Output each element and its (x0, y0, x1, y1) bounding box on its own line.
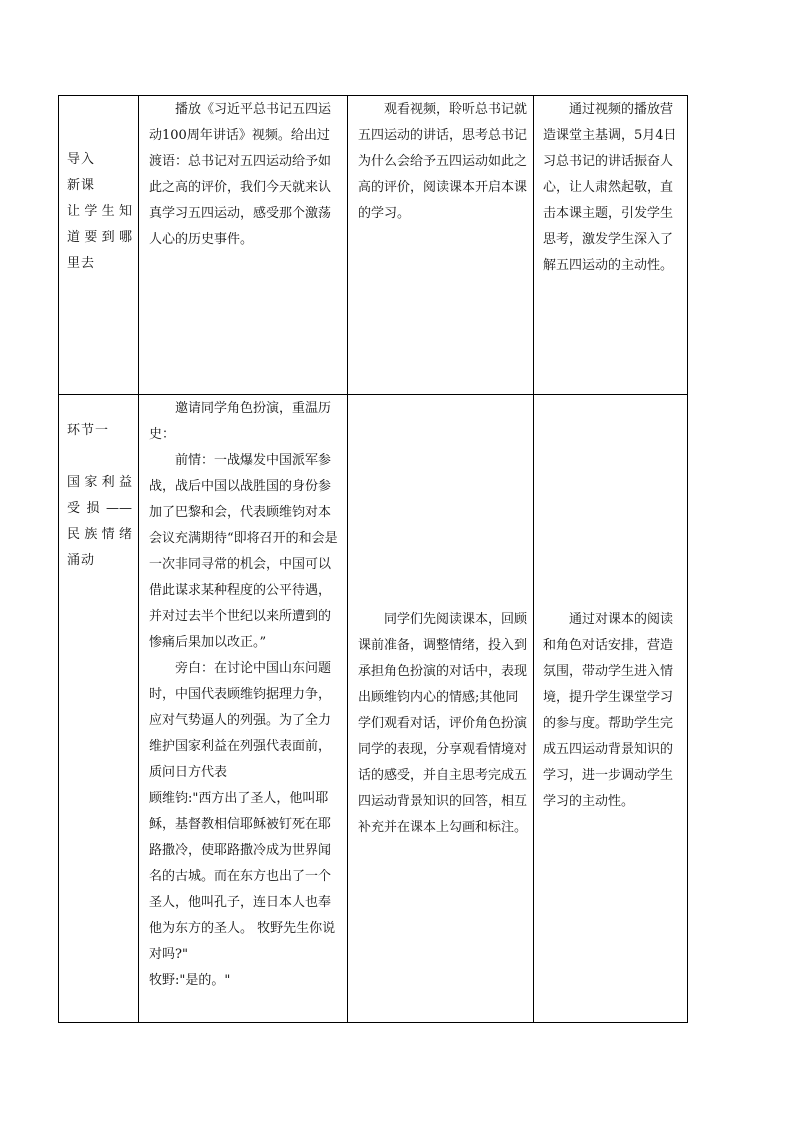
lesson-plan-table (58, 95, 688, 1023)
student-activity-text: 观看视频，聆听总书记就五四运动的讲话，思考总书记为什么会给予五四运动如此之高的评价，阅读课本开启本课的学习。 (358, 102, 528, 221)
teacher-activity-cell (139, 395, 348, 1023)
design-intent-text: 通过视频的播放营造课堂主基调，5月4日习总书记的讲话振奋人心，让人肃然起敬，直击本课主题，引发学生思考，激发学生深入了解五四运动的主动性。 (543, 102, 677, 273)
teacher-activity-text: 播放《习近平总书记五四运动100周年讲话》视频。给出过渡语：总书记对五四运动给予如此之高的评价，我们今天就来认真学习五四运动，感受那个激荡人心的历史事件。 (149, 102, 332, 247)
stage-cell (59, 395, 139, 1023)
stage-line: 导入 (67, 152, 96, 167)
teacher-preface-text: 前情：一战爆发中国派军参战，战后中国以战胜国的身份参加了巴黎和会，代表顾维钧对本会议充满期待“即将召开的和会是一次非同寻常的机会，中国可以借此谋求某种程度的公平待遇，并对过去半个世纪以来所遭到的惨痛后果加以改正。” (149, 453, 338, 650)
design-intent-cell (534, 395, 688, 1023)
stage-line: 新课 (67, 178, 96, 193)
design-intent-cell (534, 96, 688, 395)
stage-line: 里去 (67, 256, 96, 271)
teacher-activity-cell (139, 96, 348, 395)
stage-line: 涌动 (67, 553, 96, 568)
stage-cell (59, 96, 139, 395)
stage-line: 让学生知 (67, 204, 132, 219)
dialogue-makino: 牧野:"是的。" (149, 973, 231, 988)
narration-text: 旁白：在讨论中国山东问题时，中国代表顾维钧据理力争，应对气势逼人的列强。为了全力维护国家利益在列强代表面前，质问日方代表 (149, 661, 332, 780)
teacher-intro-text: 邀请同学角色扮演，重温历史： (149, 401, 332, 442)
stage-line: 道要到哪 (67, 230, 132, 245)
stage-line: 受损—— (67, 501, 132, 516)
stage-line: 环节一 (67, 423, 110, 438)
student-activity-text: 同学们先阅读课本，回顾课前准备，调整情绪，投入到承担角色扮演的对话中，表现出顾维钧内心的情感;其他同学们观看对话，评价角色扮演同学的表现，分享观看情境对话的感受，并自主思考完成五四运动背景知识的回答，相互补充并在课本上勾画和标注。 (358, 612, 528, 835)
student-activity-cell (348, 96, 534, 395)
table-row-intro (59, 96, 688, 395)
stage-line (67, 444, 132, 470)
table-row-step-one (59, 395, 688, 1023)
dialogue-gu-weijun: 顾维钧:"西方出了圣人，他叫耶稣，基督教相信耶稣被钉死在耶路撒冷，使耶路撒冷成为世界闻名的古城。而在东方也出了一个圣人，他叫孔子，连日本人也奉他为东方的圣人。 牧野先生你说对吗?" (149, 791, 336, 962)
stage-line: 国家利益 (67, 475, 132, 490)
student-activity-cell (348, 395, 534, 1023)
stage-line: 民族情绪 (67, 527, 132, 542)
design-intent-text: 通过对课本的阅读和角色对话安排，营造氛围，带动学生进入情境，提升学生课堂学习的参与度。帮助学生完成五四运动背景知识的学习，进一步调动学生学习的主动性。 (543, 612, 674, 809)
